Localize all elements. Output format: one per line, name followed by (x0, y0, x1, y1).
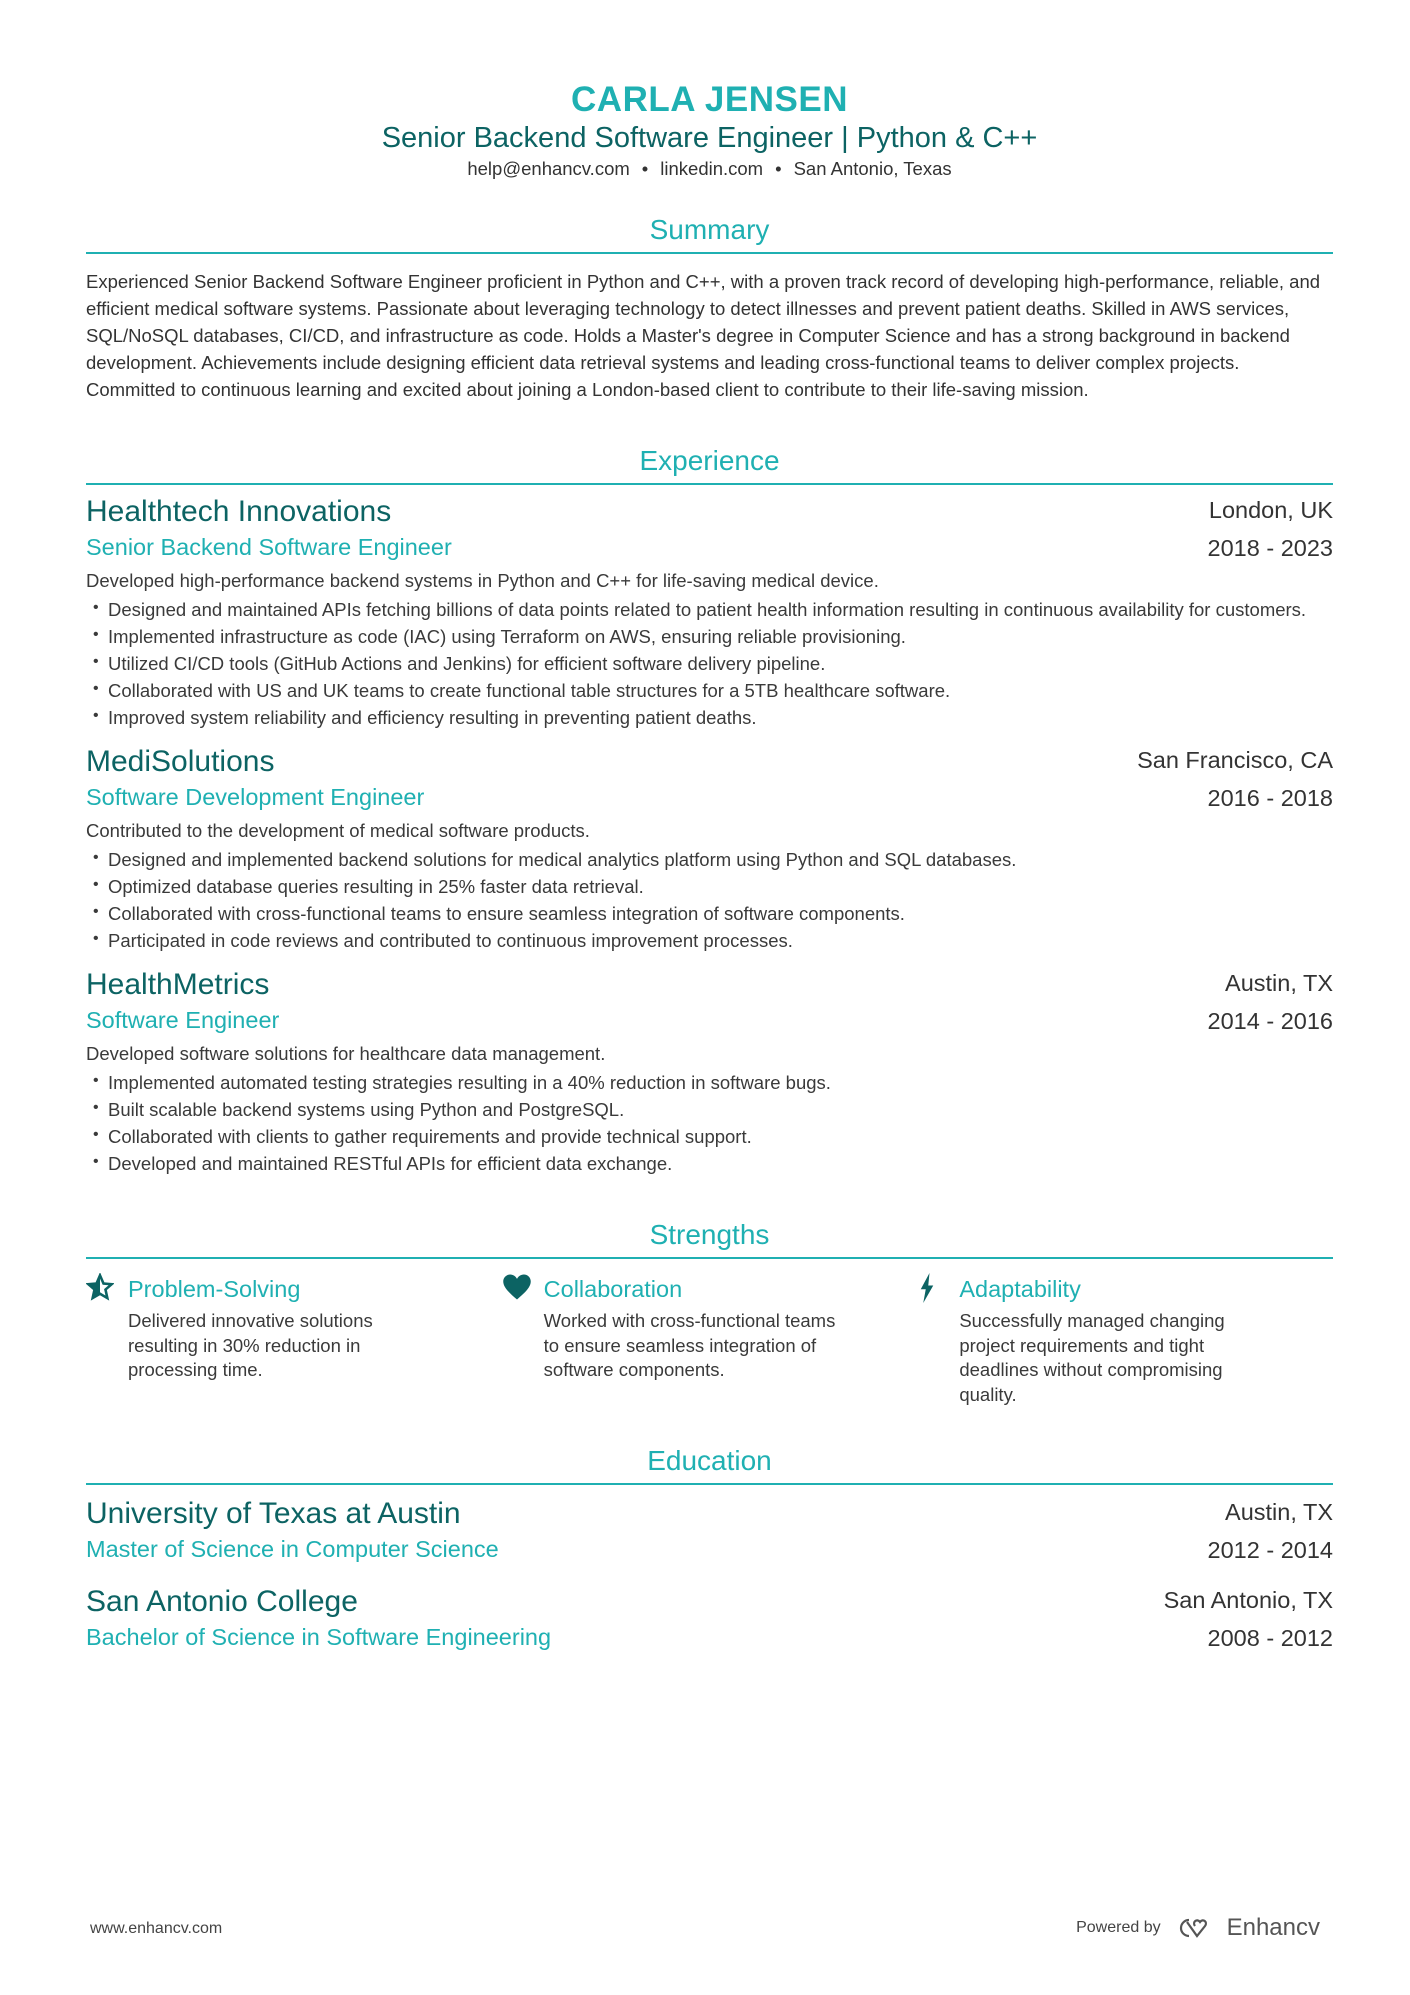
experience-entry (86, 493, 1333, 731)
experience-entry (86, 966, 1333, 1177)
job-description: Developed software solutions for healthcare data management. (86, 1043, 606, 1064)
resume-header (86, 0, 1333, 182)
strength-desc: Successfully managed changing project requirements and tight deadlines without compromising quality. (959, 1310, 1225, 1405)
footer (90, 1914, 1320, 1941)
lightning-icon (917, 1273, 959, 1407)
linkedin[interactable]: linkedin.com (660, 158, 764, 179)
bullet-item: • Collaborated with clients to gather requirements and provide technical support. (86, 1123, 1333, 1150)
school-name: University of Texas at Austin (86, 1497, 461, 1530)
bullet-list (86, 846, 1333, 954)
bullet-item: • Optimized database queries resulting in 25% faster data retrieval. (86, 873, 1333, 900)
bullet-item: • Collaborated with US and UK teams to create functional table structures for a 5TB healthcare software. (86, 677, 1333, 704)
resume-page (86, 0, 1333, 1653)
bullet-item: • Developed and maintained RESTful APIs for efficient data exchange. (86, 1150, 1333, 1177)
location: San Antonio, Texas (793, 158, 952, 179)
company-name: MediSolutions (86, 745, 275, 778)
candidate-title: Senior Backend Software Engineer | Python & C++ (381, 122, 1038, 154)
brand-name: Enhancv (1226, 1914, 1320, 1941)
footer-website[interactable]: www.enhancv.com (90, 1920, 223, 1937)
bullet-item: • Built scalable backend systems using Python and PostgreSQL. (86, 1096, 1333, 1123)
bullet-item: • Participated in code reviews and contributed to continuous improvement processes. (86, 927, 1333, 954)
bullet-item: • Implemented automated testing strategies resulting in a 40% reduction in software bugs. (86, 1069, 1333, 1096)
bullet-item: • Utilized CI/CD tools (GitHub Actions and Jenkins) for efficient software delivery pipeline. (86, 650, 1333, 677)
degree: Bachelor of Science in Software Engineering (86, 1624, 552, 1650)
bullet-list (86, 596, 1333, 731)
section-heading-strengths: Strengths (86, 1217, 1333, 1259)
bullet-list (86, 1069, 1333, 1177)
powered-by-label: Powered by (1076, 1919, 1161, 1936)
star-icon (86, 1273, 128, 1407)
strength-desc: Delivered innovative solutions resulting in 30% reduction in processing time. (128, 1310, 373, 1380)
experience-entry (86, 743, 1333, 954)
strength-title: Adaptability (959, 1276, 1081, 1302)
section-heading-summary: Summary (86, 212, 1333, 254)
bullet-item: • Implemented infrastructure as code (IAC) using Terraform on AWS, ensuring reliable provisioning. (86, 623, 1333, 650)
job-title: Software Engineer (86, 1007, 280, 1033)
experience-section (86, 443, 1333, 1177)
job-dates: 2018 - 2023 (1207, 535, 1333, 561)
contact-line (86, 156, 1333, 182)
education-entry (86, 1495, 1333, 1565)
job-location: San Francisco, CA (1137, 747, 1333, 773)
separator-dot: • (775, 158, 782, 179)
job-location: Austin, TX (1225, 970, 1333, 996)
enhancv-logo-icon (1173, 1916, 1219, 1940)
email[interactable]: help@enhancv.com (467, 158, 630, 179)
strength-title: Collaboration (543, 1276, 683, 1302)
job-dates: 2016 - 2018 (1207, 785, 1333, 811)
separator-dot: • (641, 158, 649, 179)
education-dates: 2012 - 2014 (1207, 1537, 1333, 1563)
education-entry (86, 1583, 1333, 1653)
bullet-item: • Improved system reliability and efficiency resulting in preventing patient deaths. (86, 704, 1333, 731)
section-heading-experience: Experience (86, 443, 1333, 485)
company-name: Healthtech Innovations (86, 495, 392, 528)
strength-title: Problem-Solving (128, 1276, 301, 1302)
school-location: San Antonio, TX (1163, 1587, 1333, 1613)
strengths-section (86, 1217, 1333, 1407)
strength-item (86, 1273, 502, 1407)
strength-desc: Worked with cross-functional teams to ensure seamless integration of software components. (543, 1310, 836, 1380)
job-title: Senior Backend Software Engineer (86, 534, 452, 560)
company-name: HealthMetrics (86, 968, 270, 1001)
job-description: Contributed to the development of medical software products. (86, 820, 590, 841)
section-heading-education: Education (86, 1443, 1333, 1485)
education-dates: 2008 - 2012 (1207, 1625, 1333, 1651)
education-section (86, 1443, 1333, 1653)
summary-section (86, 212, 1333, 403)
heart-icon (502, 1273, 544, 1407)
bullet-item: • Collaborated with cross-functional teams to ensure seamless integration of software components. (86, 900, 1333, 927)
school-location: Austin, TX (1225, 1499, 1333, 1525)
strength-item (917, 1273, 1333, 1407)
candidate-name: CARLA JENSEN (571, 80, 848, 119)
school-name: San Antonio College (86, 1585, 358, 1618)
job-description: Developed high-performance backend systems in Python and C++ for life-saving medical device. (86, 570, 879, 591)
degree: Master of Science in Computer Science (86, 1536, 499, 1562)
job-title: Software Development Engineer (86, 784, 425, 810)
bullet-item: • Designed and maintained APIs fetching billions of data points related to patient health information resulting in continuous availability for customers. (86, 596, 1333, 623)
summary-text: Experienced Senior Backend Software Engineer proficient in Python and C++, with a proven track record of developing high-performance, reliable, and efficient medical software systems. Passionate about leveraging technology to detect illnesses and prevent patient deaths. Skilled in AWS services, SQL/NoSQL databases, CI/CD, and infrastructure as code. Holds a Master's degree in Computer Science and has a strong background in backend development. Achievements include designing efficient data retrieval systems and leading cross-functional teams to deliver complex projects. Committed to continuous learning and excited about joining a London-based client to contribute to their life-saving mission. (86, 271, 1321, 400)
bullet-item: • Designed and implemented backend solutions for medical analytics platform using Python and SQL databases. (86, 846, 1333, 873)
enhancv-logo[interactable] (1173, 1914, 1320, 1942)
job-dates: 2014 - 2016 (1207, 1008, 1333, 1034)
job-location: London, UK (1208, 497, 1333, 523)
strength-item (502, 1273, 918, 1407)
